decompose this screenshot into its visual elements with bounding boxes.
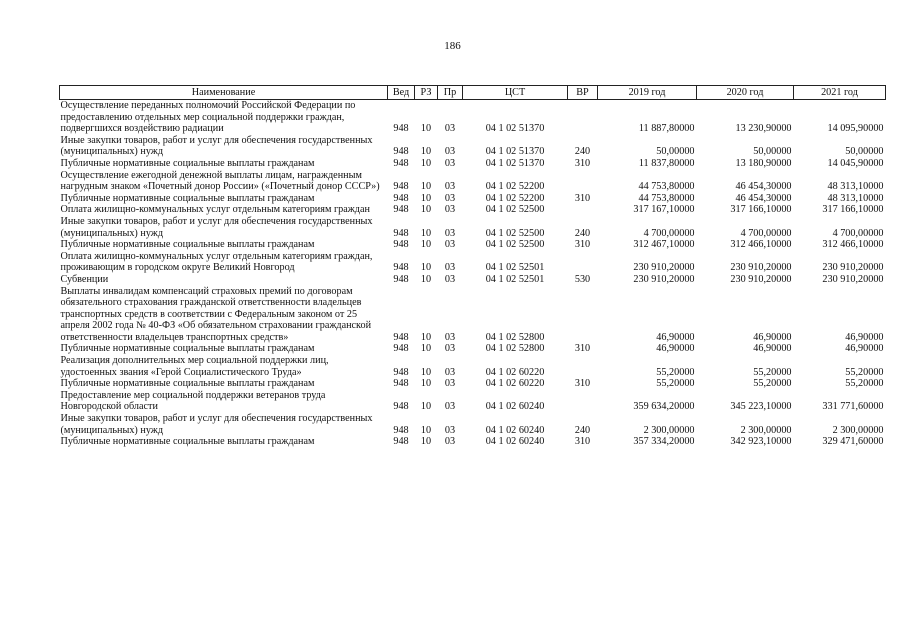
cell-2019: 317 167,10000	[633, 204, 695, 216]
cell-rz: 10	[420, 123, 432, 135]
cell-ved: 948	[393, 146, 409, 158]
cell-cst: 04 1 02 52500	[485, 227, 545, 239]
table-row	[60, 251, 886, 274]
cell-2021: 329 471,60000	[822, 436, 884, 448]
cell-pr: 03	[444, 343, 456, 355]
cell-name: Оплата жилищно-коммунальных услуг отдельным категориям граждан, проживающим в городском округе Великий Новгород	[60, 250, 373, 274]
cell-2021: 230 910,20000	[822, 262, 884, 274]
cell-2021: 46,90000	[845, 331, 884, 343]
cell-ved: 948	[393, 343, 409, 355]
cell-cst: 04 1 02 51370	[485, 146, 545, 158]
cell-rz: 10	[420, 378, 432, 390]
cell-2021: 317 166,10000	[822, 204, 884, 216]
cell-cst: 04 1 02 52200	[485, 192, 545, 204]
cell-2019: 359 634,20000	[633, 401, 695, 413]
cell-2021: 14 095,90000	[827, 123, 884, 135]
cell-pr: 03	[444, 227, 456, 239]
cell-name: Публичные нормативные социальные выплаты гражданам	[60, 157, 315, 169]
cell-pr: 03	[444, 146, 456, 158]
cell-rz: 10	[420, 366, 432, 378]
header-name: Наименование	[60, 86, 388, 100]
cell-ved: 948	[393, 123, 409, 135]
cell-pr: 03	[444, 401, 456, 413]
cell-vr: 310	[574, 436, 591, 448]
cell-pr: 03	[444, 239, 456, 251]
cell-pr: 03	[444, 273, 456, 285]
cell-cst: 04 1 02 60220	[485, 378, 545, 390]
table-row	[60, 204, 886, 216]
cell-vr	[568, 204, 598, 216]
table-row	[60, 193, 886, 205]
header-2020: 2020 год	[697, 86, 794, 100]
cell-2020: 230 910,20000	[730, 262, 792, 274]
cell-2020: 46 454,30000	[735, 181, 792, 193]
cell-pr: 03	[444, 436, 456, 448]
header-vr: ВР	[568, 86, 598, 100]
cell-2021: 46,90000	[845, 343, 884, 355]
cell-ved: 948	[393, 157, 409, 169]
cell-2019: 44 753,80000	[638, 192, 695, 204]
table-row	[60, 239, 886, 251]
cell-2020: 317 166,10000	[730, 204, 792, 216]
cell-name: Выплаты инвалидам компенсаций страховых премий по договорам обязательного страхования гражданской ответственности владельцев транспортных средств в соответствии с Федеральным законом от 25 апреля 2002 года № 40-ФЗ «Об обязательном страховании гражданской ответственности владельцев транспортных средств»	[60, 285, 372, 343]
cell-rz: 10	[420, 401, 432, 413]
cell-2020: 46,90000	[753, 343, 792, 355]
cell-ved: 948	[393, 204, 409, 216]
cell-2021: 14 045,90000	[827, 157, 884, 169]
cell-cst: 04 1 02 52200	[485, 181, 545, 193]
cell-2019: 11 837,80000	[638, 157, 695, 169]
cell-2021: 48 313,10000	[827, 192, 884, 204]
cell-rz: 10	[420, 227, 432, 239]
cell-2019: 55,20000	[656, 366, 695, 378]
cell-cst: 04 1 02 52500	[485, 204, 545, 216]
cell-cst: 04 1 02 52501	[485, 262, 545, 274]
header-pr: Пр	[438, 86, 463, 100]
cell-2020: 2 300,00000	[740, 424, 792, 436]
cell-cst: 04 1 02 60220	[485, 366, 545, 378]
cell-cst: 04 1 02 52501	[485, 273, 545, 285]
cell-rz: 10	[420, 146, 432, 158]
cell-pr: 03	[444, 157, 456, 169]
cell-2021: 2 300,00000	[832, 424, 884, 436]
cell-2019: 2 300,00000	[643, 424, 695, 436]
cell-name: Публичные нормативные социальные выплаты гражданам	[60, 343, 315, 355]
cell-name: Иные закупки товаров, работ и услуг для обеспечения государственных (муниципальных) нужд	[60, 215, 373, 239]
cell-rz: 10	[420, 181, 432, 193]
cell-cst: 04 1 02 51370	[485, 123, 545, 135]
cell-2019: 4 700,00000	[643, 227, 695, 239]
cell-vr: 240	[574, 227, 591, 239]
cell-name: Иные закупки товаров, работ и услуг для обеспечения государственных (муниципальных) нужд	[60, 413, 373, 436]
cell-2019: 357 334,20000	[633, 436, 695, 448]
header-rz: РЗ	[415, 86, 438, 100]
cell-pr: 03	[444, 378, 456, 390]
cell-vr: 310	[574, 378, 591, 390]
cell-2021: 331 771,60000	[822, 401, 884, 413]
cell-pr: 03	[444, 192, 456, 204]
cell-vr: 310	[574, 157, 591, 169]
cell-rz: 10	[420, 331, 432, 343]
cell-2021: 48 313,10000	[827, 181, 884, 193]
cell-rz: 10	[420, 157, 432, 169]
cell-2020: 230 910,20000	[730, 273, 792, 285]
cell-vr: 310	[574, 192, 591, 204]
cell-2019: 46,90000	[656, 331, 695, 343]
table-row	[60, 170, 886, 193]
cell-pr: 03	[444, 181, 456, 193]
cell-2020: 55,20000	[753, 378, 792, 390]
cell-vr: 240	[574, 424, 591, 436]
cell-pr: 03	[444, 262, 456, 274]
cell-rz: 10	[420, 204, 432, 216]
cell-2020: 46 454,30000	[735, 192, 792, 204]
cell-2020: 342 923,10000	[730, 436, 792, 448]
cell-rz: 10	[420, 273, 432, 285]
cell-2021: 230 910,20000	[822, 273, 884, 285]
cell-ved: 948	[393, 378, 409, 390]
cell-ved: 948	[393, 273, 409, 285]
cell-name: Субвенции	[60, 273, 109, 285]
cell-2019: 230 910,20000	[633, 273, 695, 285]
cell-2021: 55,20000	[845, 378, 884, 390]
cell-2020: 55,20000	[753, 366, 792, 378]
header-ved: Вед	[388, 86, 415, 100]
cell-pr: 03	[444, 331, 456, 343]
cell-pr: 03	[444, 366, 456, 378]
cell-ved: 948	[393, 239, 409, 251]
cell-rz: 10	[420, 424, 432, 436]
table-row	[60, 436, 886, 448]
cell-ved: 948	[393, 436, 409, 448]
cell-2019: 44 753,80000	[638, 181, 695, 193]
table-row	[60, 286, 886, 344]
cell-2021: 50,00000	[845, 146, 884, 158]
cell-rz: 10	[420, 239, 432, 251]
cell-pr: 03	[444, 123, 456, 135]
cell-cst: 04 1 02 52800	[485, 343, 545, 355]
cell-cst: 04 1 02 60240	[485, 424, 545, 436]
cell-2020: 13 180,90000	[735, 157, 792, 169]
cell-ved: 948	[393, 331, 409, 343]
cell-rz: 10	[420, 436, 432, 448]
cell-2019: 230 910,20000	[633, 262, 695, 274]
cell-2021: 312 466,10000	[822, 239, 884, 251]
cell-name: Публичные нормативные социальные выплаты гражданам	[60, 192, 315, 204]
cell-cst: 04 1 02 60240	[485, 401, 545, 413]
cell-2020: 345 223,10000	[730, 401, 792, 413]
cell-vr: 530	[574, 273, 591, 285]
budget-table	[59, 85, 886, 448]
cell-rz: 10	[420, 192, 432, 204]
cell-2020: 50,00000	[753, 146, 792, 158]
cell-ved: 948	[393, 424, 409, 436]
cell-name: Реализация дополнительных мер социальной поддержки лиц, удостоенных звания «Герой Социалистического Труда»	[60, 355, 329, 378]
table-row	[60, 274, 886, 286]
table-row	[60, 390, 886, 413]
cell-rz: 10	[420, 262, 432, 274]
table-row	[60, 355, 886, 378]
cell-cst: 04 1 02 51370	[485, 157, 545, 169]
table-row	[60, 216, 886, 239]
cell-vr: 310	[574, 343, 591, 355]
cell-pr: 03	[444, 424, 456, 436]
header-2019: 2019 год	[598, 86, 697, 100]
table-body	[60, 100, 886, 448]
cell-2019: 50,00000	[656, 146, 695, 158]
cell-cst: 04 1 02 52500	[485, 239, 545, 251]
table-row	[60, 100, 886, 135]
cell-cst: 04 1 02 52800	[485, 331, 545, 343]
cell-ved: 948	[393, 192, 409, 204]
cell-2020: 13 230,90000	[735, 123, 792, 135]
cell-rz: 10	[420, 343, 432, 355]
cell-cst: 04 1 02 60240	[485, 436, 545, 448]
table-row	[60, 343, 886, 355]
header-row	[60, 86, 886, 100]
cell-name: Иные закупки товаров, работ и услуг для обеспечения государственных (муниципальных) нужд	[60, 134, 373, 158]
cell-vr: 240	[574, 146, 591, 158]
cell-name: Предоставление мер социальной поддержки ветеранов труда Новгородской области	[60, 389, 326, 413]
cell-vr	[568, 390, 598, 413]
cell-name: Осуществление ежегодной денежной выплаты лицам, награжденным нагрудным знаком «Почетный донор России» («Почетный донор СССР»)	[60, 169, 380, 193]
table-row	[60, 135, 886, 158]
cell-2020: 312 466,10000	[730, 239, 792, 251]
header-2021: 2021 год	[794, 86, 886, 100]
cell-vr	[568, 355, 598, 378]
cell-ved: 948	[393, 227, 409, 239]
cell-2020: 4 700,00000	[740, 227, 792, 239]
cell-name: Публичные нормативные социальные выплаты гражданам	[60, 436, 315, 448]
cell-pr: 03	[444, 204, 456, 216]
cell-vr	[568, 100, 598, 135]
cell-2019: 11 887,80000	[638, 123, 695, 135]
header-cst: ЦСТ	[463, 86, 568, 100]
cell-vr: 310	[574, 239, 591, 251]
cell-2019: 55,20000	[656, 378, 695, 390]
cell-vr	[568, 251, 598, 274]
cell-2021: 55,20000	[845, 366, 884, 378]
cell-2019: 46,90000	[656, 343, 695, 355]
cell-ved: 948	[393, 181, 409, 193]
cell-ved: 948	[393, 401, 409, 413]
cell-ved: 948	[393, 262, 409, 274]
cell-name: Осуществление переданных полномочий Российской Федерации по предоставлению отдельных мер социальной поддержки граждан, подвергшихся воздействию радиации	[60, 100, 356, 135]
cell-name: Оплата жилищно-коммунальных услуг отдельным категориям граждан	[60, 204, 370, 216]
cell-ved: 948	[393, 366, 409, 378]
cell-2020: 46,90000	[753, 331, 792, 343]
page-number: 186	[444, 40, 461, 52]
table-row	[60, 378, 886, 390]
cell-vr	[568, 170, 598, 193]
cell-2019: 312 467,10000	[633, 239, 695, 251]
table-row	[60, 158, 886, 170]
cell-name: Публичные нормативные социальные выплаты гражданам	[60, 239, 315, 251]
cell-2021: 4 700,00000	[832, 227, 884, 239]
cell-vr	[568, 286, 598, 344]
table-row	[60, 413, 886, 436]
cell-name: Публичные нормативные социальные выплаты гражданам	[60, 378, 315, 390]
